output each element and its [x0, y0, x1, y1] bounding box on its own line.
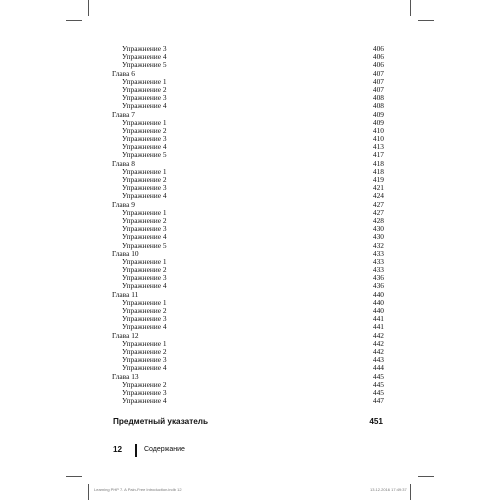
- toc-entry-label: Упражнение 1: [122, 207, 167, 217]
- toc-entry-page: 413: [372, 142, 384, 152]
- toc-entry-label: Упражнение 5: [122, 150, 167, 160]
- toc-entry-label: Упражнение 2: [122, 175, 167, 184]
- crop-mark: [418, 20, 434, 21]
- toc-entry-page: 445: [372, 387, 384, 397]
- toc-entry-page: 442: [372, 346, 384, 356]
- toc-entry-page: 407: [372, 76, 384, 86]
- toc-entry-page: 442: [372, 330, 384, 340]
- toc-entry-label: Упражнение 5: [122, 60, 167, 70]
- toc-entry-label: Упражнение 4: [122, 191, 167, 201]
- toc-exercise-row: [112, 397, 384, 405]
- toc-entry-page: 410: [372, 134, 384, 144]
- toc-exercise-row: [112, 151, 384, 159]
- toc-entry-label: Упражнение 2: [122, 84, 167, 94]
- toc-entry-label: Глава 13: [112, 371, 139, 381]
- toc-entry-page: 407: [372, 84, 384, 94]
- toc-entry-label: Глава 12: [112, 330, 139, 340]
- toc-entry-page: 407: [372, 68, 384, 78]
- toc-entry-label: Упражнение 2: [122, 346, 167, 356]
- toc-exercise-row: [112, 102, 384, 110]
- toc-exercise-row: [112, 323, 384, 331]
- toc-exercise-row: [112, 282, 384, 290]
- toc-entry-page: 406: [372, 52, 384, 62]
- toc-entry-label: Упражнение 3: [122, 183, 167, 193]
- slug-file-name: Learning PHP 7. A Pain-Free Introduction.indb 12: [94, 487, 182, 492]
- toc-entry-page: 443: [372, 355, 384, 365]
- toc-entry-page: 440: [372, 306, 384, 315]
- toc-entry-label: Упражнение 4: [122, 101, 167, 111]
- toc-entry-page: 427: [372, 199, 384, 209]
- crop-mark: [66, 476, 82, 477]
- toc-entry-label: Упражнение 1: [122, 76, 167, 86]
- toc-entry-page: 442: [372, 338, 384, 348]
- toc-entry-page: 428: [372, 215, 384, 225]
- toc-entry-label: Глава 7: [112, 109, 135, 119]
- toc-entry-label: Упражнение 2: [122, 215, 167, 225]
- toc-entry-label: Глава 10: [112, 248, 139, 258]
- toc-entry-page: 436: [372, 281, 384, 291]
- toc-entry-label: Упражнение 2: [122, 306, 167, 315]
- toc-entry-page: 433: [372, 265, 384, 275]
- toc-entry-label: Упражнение 4: [122, 52, 167, 62]
- toc-entry-page: 424: [372, 191, 384, 201]
- toc-entry-label: Упражнение 3: [122, 134, 167, 144]
- toc-entry-page: 409: [372, 109, 384, 119]
- toc-entry-label: Упражнение 5: [122, 240, 167, 250]
- footer-page-number: 12: [113, 445, 123, 454]
- toc-entry-label: Упражнение 3: [122, 314, 167, 324]
- toc-entry-page: 410: [372, 125, 384, 135]
- toc-entry-label: Упражнение 1: [122, 297, 167, 307]
- toc-entry-label: Упражнение 3: [122, 44, 167, 53]
- toc-entry-page: 409: [372, 117, 384, 127]
- toc-entry-label: Упражнение 2: [122, 379, 167, 389]
- toc-entry-label: Упражнение 4: [122, 396, 167, 406]
- table-of-contents: [112, 45, 384, 405]
- crop-mark: [418, 476, 434, 477]
- toc-entry-label: Глава 6: [112, 68, 135, 78]
- toc-entry-label: Глава 11: [112, 289, 139, 299]
- toc-entry-page: 445: [372, 371, 384, 381]
- toc-entry-page: 447: [372, 396, 384, 406]
- toc-entry-label: Глава 9: [112, 199, 135, 209]
- toc-entry-page: 430: [372, 232, 384, 242]
- toc-entry-label: Упражнение 1: [122, 166, 167, 176]
- toc-entry-label: Упражнение 2: [122, 125, 167, 135]
- toc-entry-page: 445: [372, 379, 384, 389]
- index-entry-label: Предметный указатель: [113, 417, 209, 426]
- toc-entry-label: Упражнение 1: [122, 338, 167, 348]
- toc-index-entry: [113, 416, 383, 428]
- toc-entry-page: 427: [372, 207, 384, 217]
- toc-entry-page: 433: [372, 248, 384, 258]
- toc-entry-page: 444: [372, 363, 384, 373]
- toc-entry-page: 432: [372, 240, 384, 250]
- toc-entry-page: 440: [372, 297, 384, 307]
- toc-entry-page: 421: [372, 183, 384, 193]
- toc-entry-label: Глава 8: [112, 158, 135, 168]
- footer-divider: [135, 444, 137, 457]
- toc-entry-label: Упражнение 3: [122, 387, 167, 397]
- crop-mark: [66, 20, 82, 21]
- toc-entry-label: Упражнение 3: [122, 273, 167, 283]
- toc-exercise-row: [112, 192, 384, 200]
- toc-entry-label: Упражнение 4: [122, 322, 167, 332]
- toc-entry-page: 436: [372, 273, 384, 283]
- toc-entry-page: 441: [372, 322, 384, 332]
- toc-entry-label: Упражнение 4: [122, 281, 167, 291]
- toc-entry-page: 408: [372, 101, 384, 111]
- toc-entry-label: Упражнение 3: [122, 224, 167, 234]
- print-slug: [0, 485, 500, 495]
- toc-entry-page: 441: [372, 314, 384, 324]
- crop-mark: [410, 0, 411, 16]
- slug-timestamp: 13.12.2016 17:49:37: [370, 487, 407, 492]
- toc-entry-label: Упражнение 4: [122, 142, 167, 152]
- toc-entry-page: 408: [372, 93, 384, 103]
- toc-entry-label: Упражнение 3: [122, 355, 167, 365]
- index-entry-page: 451: [369, 417, 383, 426]
- toc-entry-page: 418: [372, 166, 384, 176]
- toc-entry-label: Упражнение 1: [122, 117, 167, 127]
- toc-exercise-row: [112, 242, 384, 250]
- toc-entry-label: Упражнение 4: [122, 363, 167, 373]
- footer-section-title: Содержание: [144, 446, 185, 453]
- toc-entry-label: Упражнение 3: [122, 93, 167, 103]
- toc-entry-label: Упражнение 2: [122, 265, 167, 275]
- toc-entry-page: 418: [372, 158, 384, 168]
- toc-entry-page: 419: [372, 175, 384, 184]
- toc-entry-page: 430: [372, 224, 384, 234]
- toc-entry-page: 440: [372, 289, 384, 299]
- crop-mark: [88, 0, 89, 16]
- toc-entry-page: 406: [372, 44, 384, 53]
- toc-entry-page: 406: [372, 60, 384, 70]
- toc-entry-page: 433: [372, 256, 384, 266]
- toc-entry-label: Упражнение 1: [122, 256, 167, 266]
- toc-exercise-row: [112, 61, 384, 69]
- toc-exercise-row: [112, 364, 384, 372]
- toc-entry-label: Упражнение 4: [122, 232, 167, 242]
- toc-entry-page: 417: [372, 150, 384, 160]
